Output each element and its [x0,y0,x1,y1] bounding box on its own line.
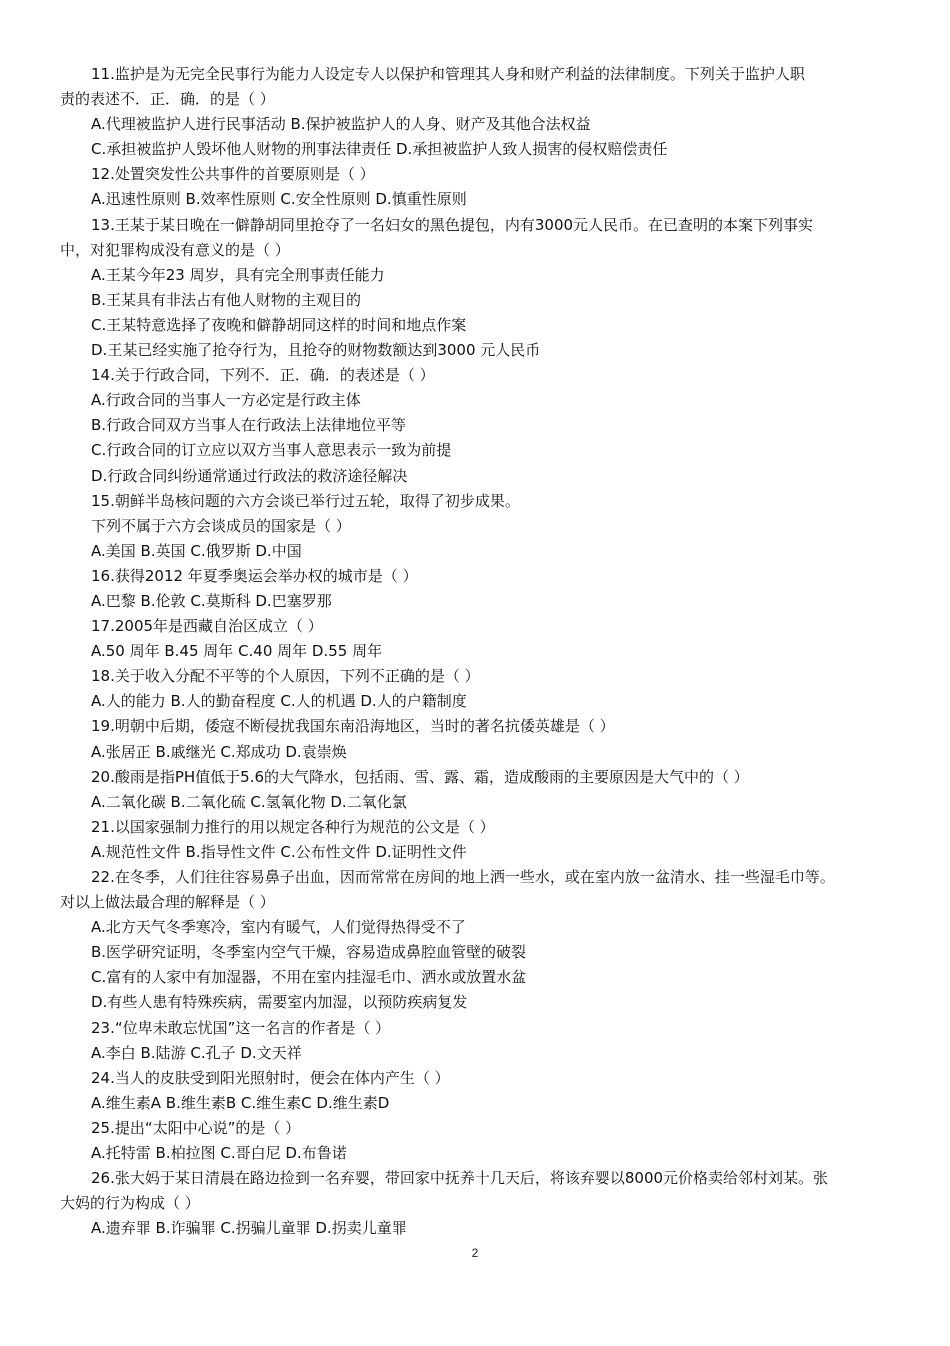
text-line: A.张居正 B.戚继光 C.郑成功 D.袁崇焕 [91,742,347,761]
text-line: 对以上做法最合理的解释是（ ） [60,893,275,912]
text-line: 16.获得2012 年夏季奥运会举办权的城市是（ ） [91,566,418,585]
text-line: 12.处置突发性公共事件的首要原则是（ ） [91,165,375,184]
text-line: C.王某特意选择了夜晚和僻静胡同这样的时间和地点作案 [91,315,467,334]
text-line: A.规范性文件 B.指导性文件 C.公布性文件 D.证明性文件 [91,842,467,861]
text-line: A.美国 B.英国 C.俄罗斯 D.中国 [91,541,302,560]
text-line: 15.朝鲜半岛核问题的六方会谈已举行过五轮，取得了初步成果。 [91,491,520,510]
text-line: 14.关于行政合同，下列不．正．确．的表述是（ ） [91,366,435,385]
text-line: A.遗弃罪 B.诈骗罪 C.拐骗儿童罪 D.拐卖儿童罪 [91,1219,407,1238]
text-line: A.50 周年 B.45 周年 C.40 周年 D.55 周年 [91,642,383,661]
text-line: A.迅速性原则 B.效率性原则 C.安全性原则 D.慎重性原则 [91,190,467,209]
text-line: A.维生素A B.维生素B C.维生素C D.维生素D [91,1093,390,1112]
text-line: 下列不属于六方会谈成员的国家是（ ） [91,516,351,535]
text-line: 23.“位卑未敢忘忧国”这一名言的作者是（ ） [91,1018,391,1037]
text-line: D.王某已经实施了抢夺行为，且抢夺的财物数额达到3000 元人民币 [91,341,541,360]
text-line: A.李白 B.陆游 C.孔子 D.文天祥 [91,1043,302,1062]
text-line: 26.张大妈于某日清晨在路边捡到一名弃婴，带回家中抚养十几天后，将该弃婴以8000元价格卖给邻村刘某。张 [91,1169,829,1188]
text-line: 20.酸雨是指PH值低于5.6的大气降水，包括雨、雪、露、霜，造成酸雨的主要原因是大气中的（ ） [91,767,749,786]
text-line: 19.明朝中后期，倭寇不断侵扰我国东南沿海地区，当时的著名抗倭英雄是（ ） [91,717,615,736]
text-line: C.行政合同的订立应以双方当事人意思表示一致为前提 [91,441,452,460]
text-line: D.有些人患有特殊疾病，需要室内加湿，以预防疾病复发 [91,993,468,1012]
page-number: 2 [471,1246,479,1260]
text-line: 中，对犯罪构成没有意义的是（ ） [60,240,290,259]
text-line: C.富有的人家中有加湿器，不用在室内挂湿毛巾、洒水或放置水盆 [91,968,527,987]
text-line: B.医学研究证明，冬季室内空气干燥，容易造成鼻腔血管壁的破裂 [91,943,527,962]
question-text-body [60,62,895,1241]
text-line: 责的表述不．正．确．的是（ ） [60,90,275,109]
text-line: 11.监护是为无完全民事行为能力人设定专人以保护和管理其人身和财产利益的法律制度。下列关于监护人职 [91,65,805,83]
text-line: B.王某具有非法占有他人财物的主观目的 [91,290,362,309]
text-line: 21.以国家强制力推行的用以规定各种行为规范的公文是（ ） [91,817,495,836]
text-line: 13.王某于某日晚在一僻静胡同里抢夺了一名妇女的黑色提包，内有3000元人民币。在已查明的本案下列事实 [91,215,814,234]
text-line: 24.当人的皮肤受到阳光照射时，便会在体内产生（ ） [91,1068,450,1087]
text-line: B.行政合同双方当事人在行政法上法律地位平等 [91,416,407,435]
text-line: 大妈的行为构成（ ） [60,1194,200,1213]
text-line: A.行政合同的当事人一方必定是行政主体 [91,391,361,410]
text-line: A.王某今年23 周岁，具有完全刑事责任能力 [91,265,385,284]
text-line: 18.关于收入分配不平等的个人原因，下列不正确的是（ ） [91,667,480,686]
text-line: A.二氧化碳 B.二氧化硫 C.氢氧化物 D.二氧化氯 [91,792,407,811]
text-line: 17.2005年是西藏自治区成立（ ） [91,617,323,636]
text-line: 22.在冬季，人们往往容易鼻子出血，因而常常在房间的地上洒一些水，或在室内放一盆清水、挂一些湿毛巾等。 [91,868,835,886]
text-line: A.托特雷 B.柏拉图 C.哥白尼 D.布鲁诺 [91,1144,347,1163]
text-line: A.北方天气冬季寒冷，室内有暖气，人们觉得热得受不了 [91,918,466,937]
text-line: C.承担被监护人毁坏他人财物的刑事法律责任 D.承担被监护人致人损害的侵权赔偿责任 [91,140,668,159]
text-line: A.代理被监护人进行民事活动 B.保护被监护人的人身、财产及其他合法权益 [91,115,591,134]
text-line: D.行政合同纠纷通常通过行政法的救济途径解决 [91,466,408,485]
text-line: A.巴黎 B.伦敦 C.莫斯科 D.巴塞罗那 [91,591,332,610]
text-line: 25.提出“太阳中心说”的是（ ） [91,1118,301,1137]
text-line: A.人的能力 B.人的勤奋程度 C.人的机遇 D.人的户籍制度 [91,692,467,711]
